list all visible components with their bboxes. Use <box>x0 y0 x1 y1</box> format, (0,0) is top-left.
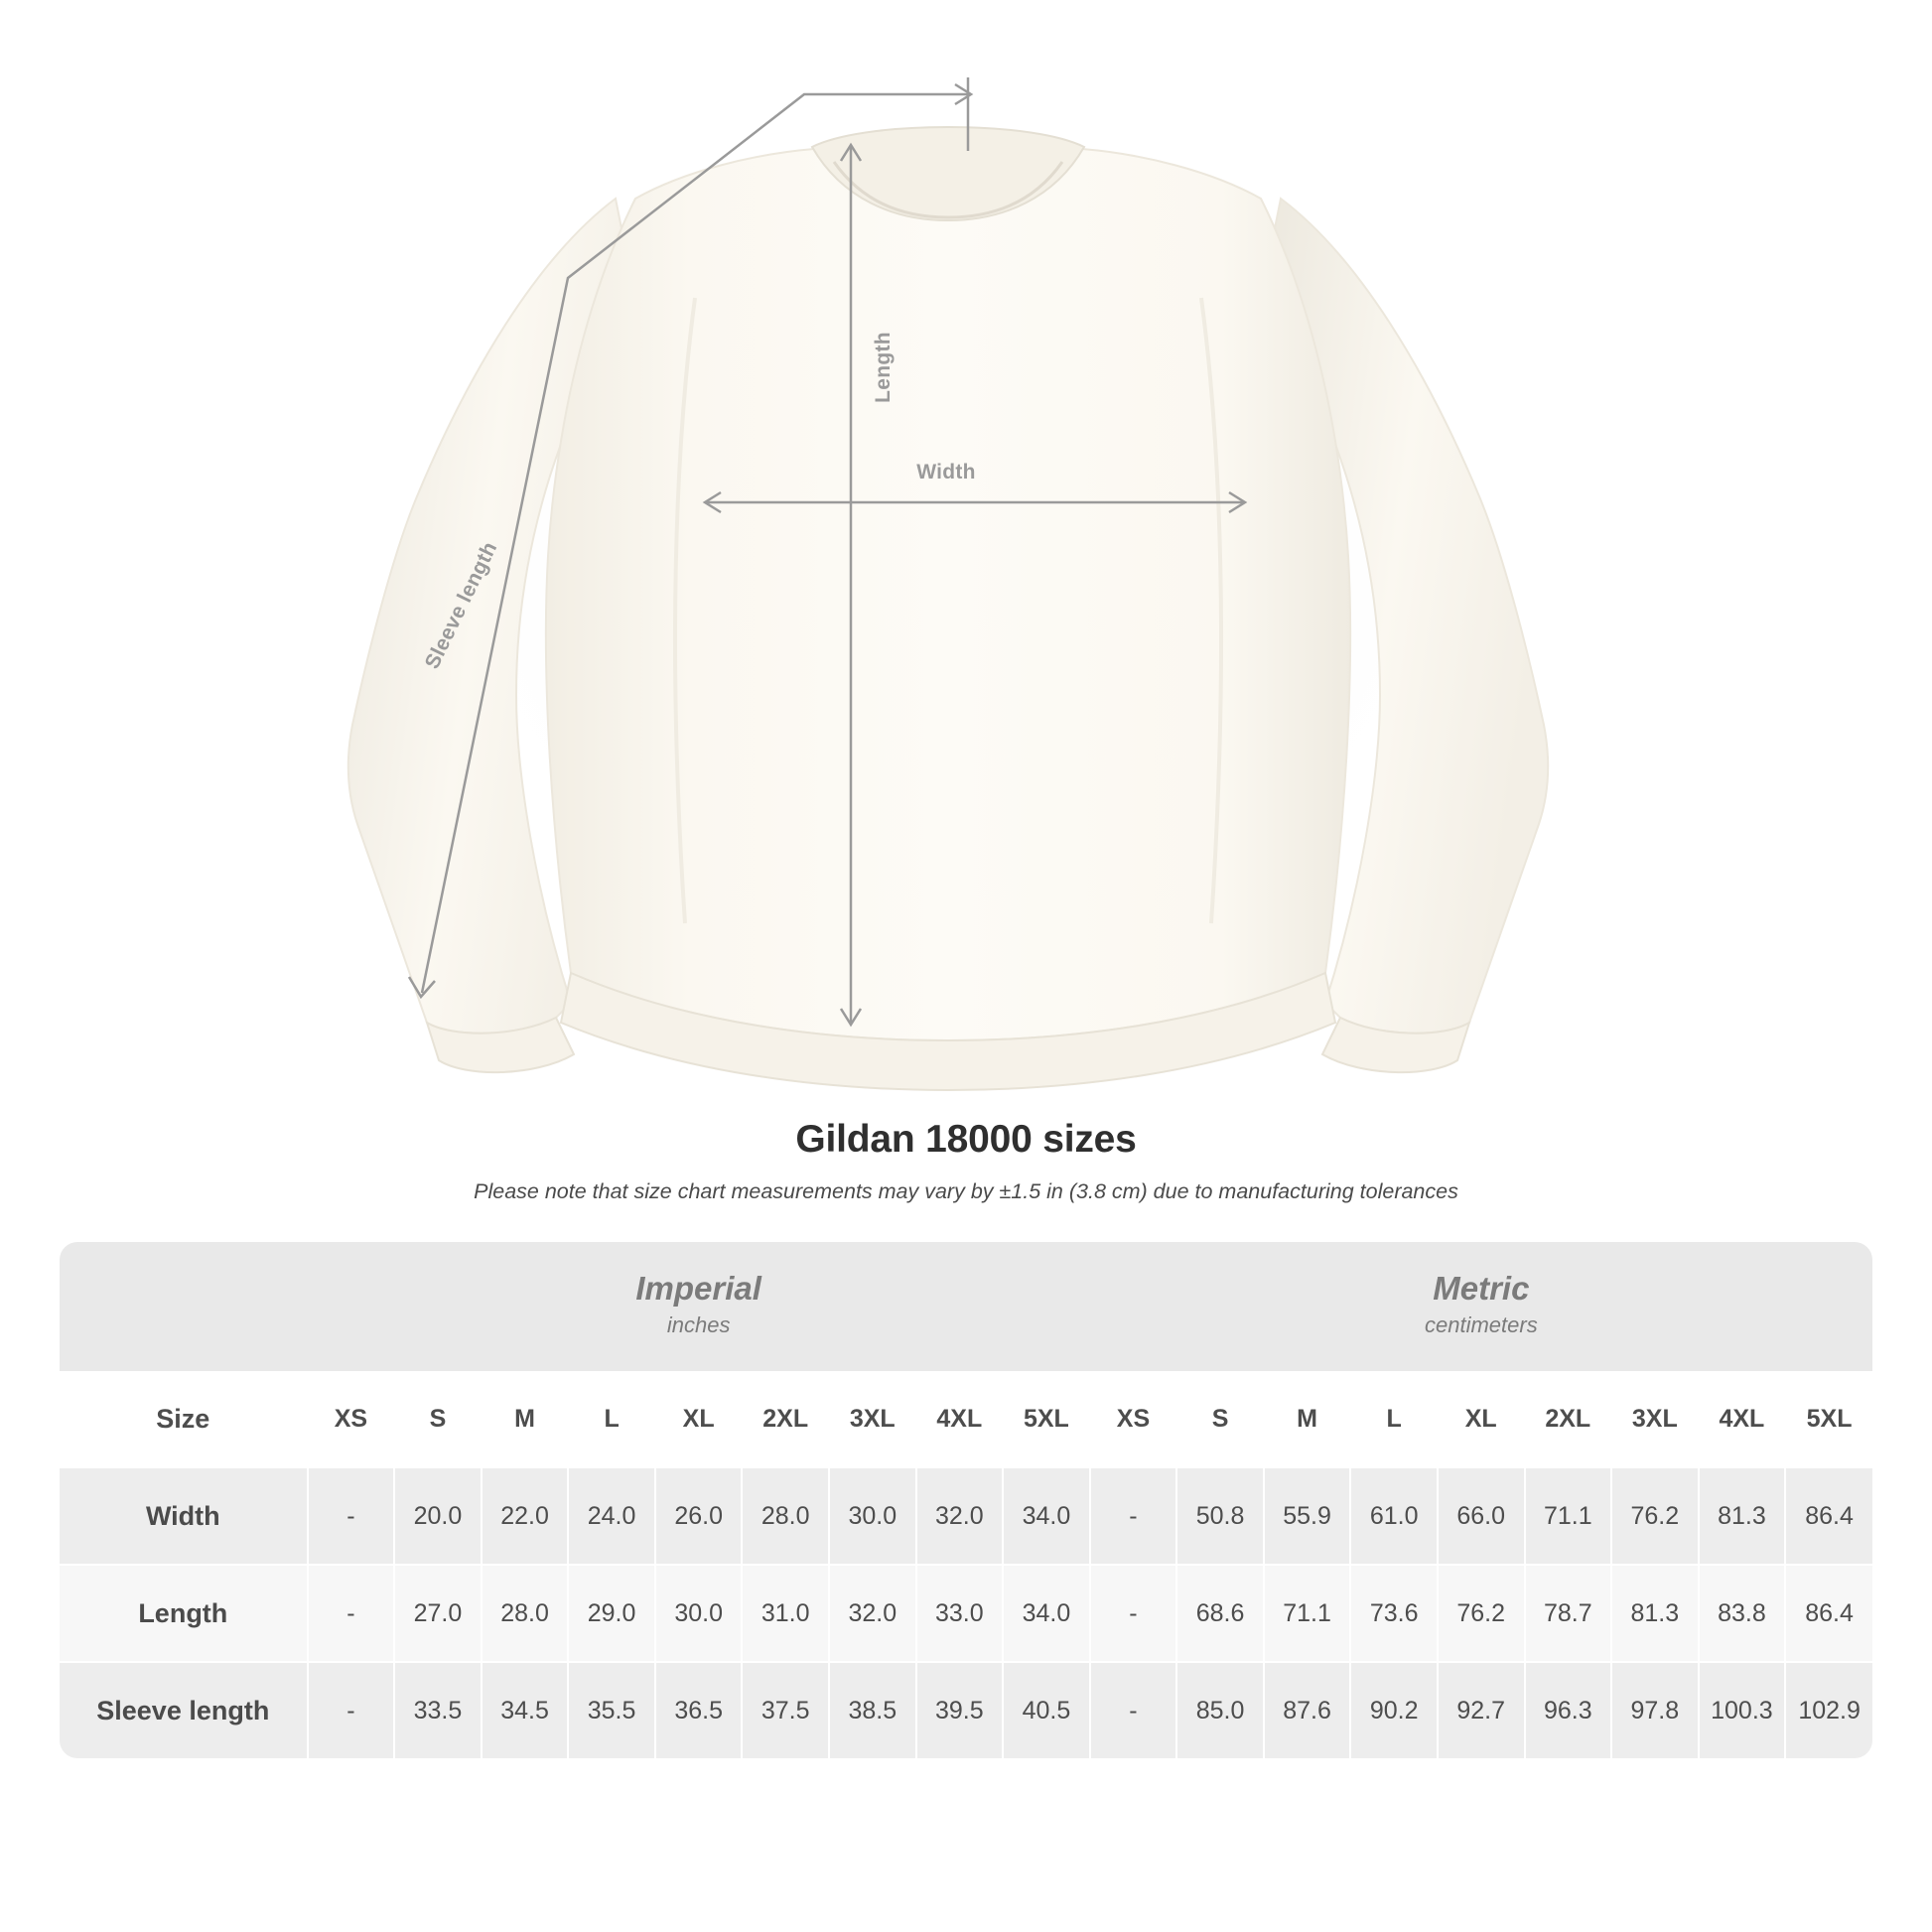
cell-length-imperial-7: 33.0 <box>916 1565 1004 1662</box>
table-row <box>60 1662 1872 1758</box>
row-label-width: Width <box>60 1467 308 1565</box>
header-col-15: 3XL <box>1611 1371 1699 1467</box>
cell-length-imperial-0: - <box>308 1565 395 1662</box>
unit-group-imperial-name: Imperial <box>635 1270 761 1308</box>
header-col-0: XS <box>308 1371 395 1467</box>
cell-sleeve-imperial-1: 33.5 <box>394 1662 482 1758</box>
cell-sleeve-metric-1: 85.0 <box>1176 1662 1264 1758</box>
header-col-17: 5XL <box>1785 1371 1872 1467</box>
cell-length-imperial-3: 29.0 <box>568 1565 655 1662</box>
length-dimension-label: Length <box>872 332 895 403</box>
header-col-3: L <box>568 1371 655 1467</box>
cell-width-imperial-7: 32.0 <box>916 1467 1004 1565</box>
size-chart-table <box>60 1242 1872 1758</box>
cell-width-metric-1: 50.8 <box>1176 1467 1264 1565</box>
title-block <box>0 1118 1932 1204</box>
unit-group-imperial-sub: inches <box>666 1312 731 1338</box>
header-col-12: L <box>1350 1371 1438 1467</box>
cell-sleeve-imperial-8: 40.5 <box>1003 1662 1090 1758</box>
cell-sleeve-metric-7: 100.3 <box>1699 1662 1786 1758</box>
header-col-10: S <box>1176 1371 1264 1467</box>
cell-length-imperial-1: 27.0 <box>394 1565 482 1662</box>
cell-width-metric-8: 86.4 <box>1785 1467 1872 1565</box>
header-col-8: 5XL <box>1003 1371 1090 1467</box>
cell-length-imperial-6: 32.0 <box>829 1565 916 1662</box>
unit-group-metric-sub: centimeters <box>1424 1312 1538 1338</box>
unit-group-metric <box>1090 1242 1872 1371</box>
cell-length-metric-1: 68.6 <box>1176 1565 1264 1662</box>
page-title: Gildan 18000 sizes <box>795 1118 1137 1161</box>
sleeve-length-dimension-label: Sleeve length <box>420 538 502 673</box>
cell-sleeve-metric-6: 97.8 <box>1611 1662 1699 1758</box>
cell-width-metric-6: 76.2 <box>1611 1467 1699 1565</box>
cell-width-imperial-2: 22.0 <box>482 1467 569 1565</box>
cell-width-imperial-8: 34.0 <box>1003 1467 1090 1565</box>
header-col-5: 2XL <box>742 1371 829 1467</box>
tolerance-note: Please note that size chart measurements may vary by ±1.5 in (3.8 cm) due to manufacturing tolerances <box>474 1179 1458 1203</box>
header-col-1: S <box>394 1371 482 1467</box>
header-col-2: M <box>482 1371 569 1467</box>
header-col-6: 3XL <box>829 1371 916 1467</box>
cell-width-metric-0: - <box>1090 1467 1177 1565</box>
unit-header-row <box>60 1242 1872 1371</box>
cell-sleeve-metric-0: - <box>1090 1662 1177 1758</box>
cell-length-imperial-2: 28.0 <box>482 1565 569 1662</box>
cell-sleeve-imperial-2: 34.5 <box>482 1662 569 1758</box>
header-col-4: XL <box>655 1371 743 1467</box>
cell-width-imperial-3: 24.0 <box>568 1467 655 1565</box>
cell-width-imperial-1: 20.0 <box>394 1467 482 1565</box>
header-col-7: 4XL <box>916 1371 1004 1467</box>
cell-length-metric-8: 86.4 <box>1785 1565 1872 1662</box>
cell-sleeve-metric-8: 102.9 <box>1785 1662 1872 1758</box>
cell-length-imperial-8: 34.0 <box>1003 1565 1090 1662</box>
cell-width-metric-5: 71.1 <box>1525 1467 1612 1565</box>
cell-width-imperial-4: 26.0 <box>655 1467 743 1565</box>
row-label-length: Length <box>60 1565 308 1662</box>
cell-sleeve-imperial-7: 39.5 <box>916 1662 1004 1758</box>
cell-sleeve-imperial-0: - <box>308 1662 395 1758</box>
cell-width-imperial-0: - <box>308 1467 395 1565</box>
cell-sleeve-imperial-4: 36.5 <box>655 1662 743 1758</box>
cell-length-metric-7: 83.8 <box>1699 1565 1786 1662</box>
header-col-9: XS <box>1090 1371 1177 1467</box>
cell-width-imperial-6: 30.0 <box>829 1467 916 1565</box>
header-size: Size <box>60 1371 308 1467</box>
header-col-13: XL <box>1438 1371 1525 1467</box>
cell-width-metric-2: 55.9 <box>1264 1467 1351 1565</box>
cell-length-metric-0: - <box>1090 1565 1177 1662</box>
header-col-11: M <box>1264 1371 1351 1467</box>
cell-sleeve-imperial-5: 37.5 <box>742 1662 829 1758</box>
cell-sleeve-imperial-3: 35.5 <box>568 1662 655 1758</box>
cell-width-metric-3: 61.0 <box>1350 1467 1438 1565</box>
cell-length-imperial-4: 30.0 <box>655 1565 743 1662</box>
cell-sleeve-metric-5: 96.3 <box>1525 1662 1612 1758</box>
cell-length-metric-3: 73.6 <box>1350 1565 1438 1662</box>
header-col-16: 4XL <box>1699 1371 1786 1467</box>
cell-width-metric-7: 81.3 <box>1699 1467 1786 1565</box>
table-row <box>60 1565 1872 1662</box>
cell-width-metric-4: 66.0 <box>1438 1467 1525 1565</box>
cell-length-imperial-5: 31.0 <box>742 1565 829 1662</box>
unit-group-metric-name: Metric <box>1433 1270 1530 1308</box>
cell-length-metric-2: 71.1 <box>1264 1565 1351 1662</box>
cell-sleeve-metric-3: 90.2 <box>1350 1662 1438 1758</box>
column-header-row <box>60 1371 1872 1467</box>
cell-sleeve-metric-2: 87.6 <box>1264 1662 1351 1758</box>
cell-width-imperial-5: 28.0 <box>742 1467 829 1565</box>
unit-group-imperial <box>308 1242 1090 1371</box>
row-label-sleeve-length: Sleeve length <box>60 1662 308 1758</box>
table-row <box>60 1467 1872 1565</box>
unit-header-spacer <box>60 1242 308 1371</box>
cell-length-metric-5: 78.7 <box>1525 1565 1612 1662</box>
size-chart-table-wrapper <box>60 1242 1872 1758</box>
header-col-14: 2XL <box>1525 1371 1612 1467</box>
cell-sleeve-metric-4: 92.7 <box>1438 1662 1525 1758</box>
cell-length-metric-4: 76.2 <box>1438 1565 1525 1662</box>
width-dimension-label: Width <box>916 461 976 483</box>
cell-length-metric-6: 81.3 <box>1611 1565 1699 1662</box>
cell-sleeve-imperial-6: 38.5 <box>829 1662 916 1758</box>
